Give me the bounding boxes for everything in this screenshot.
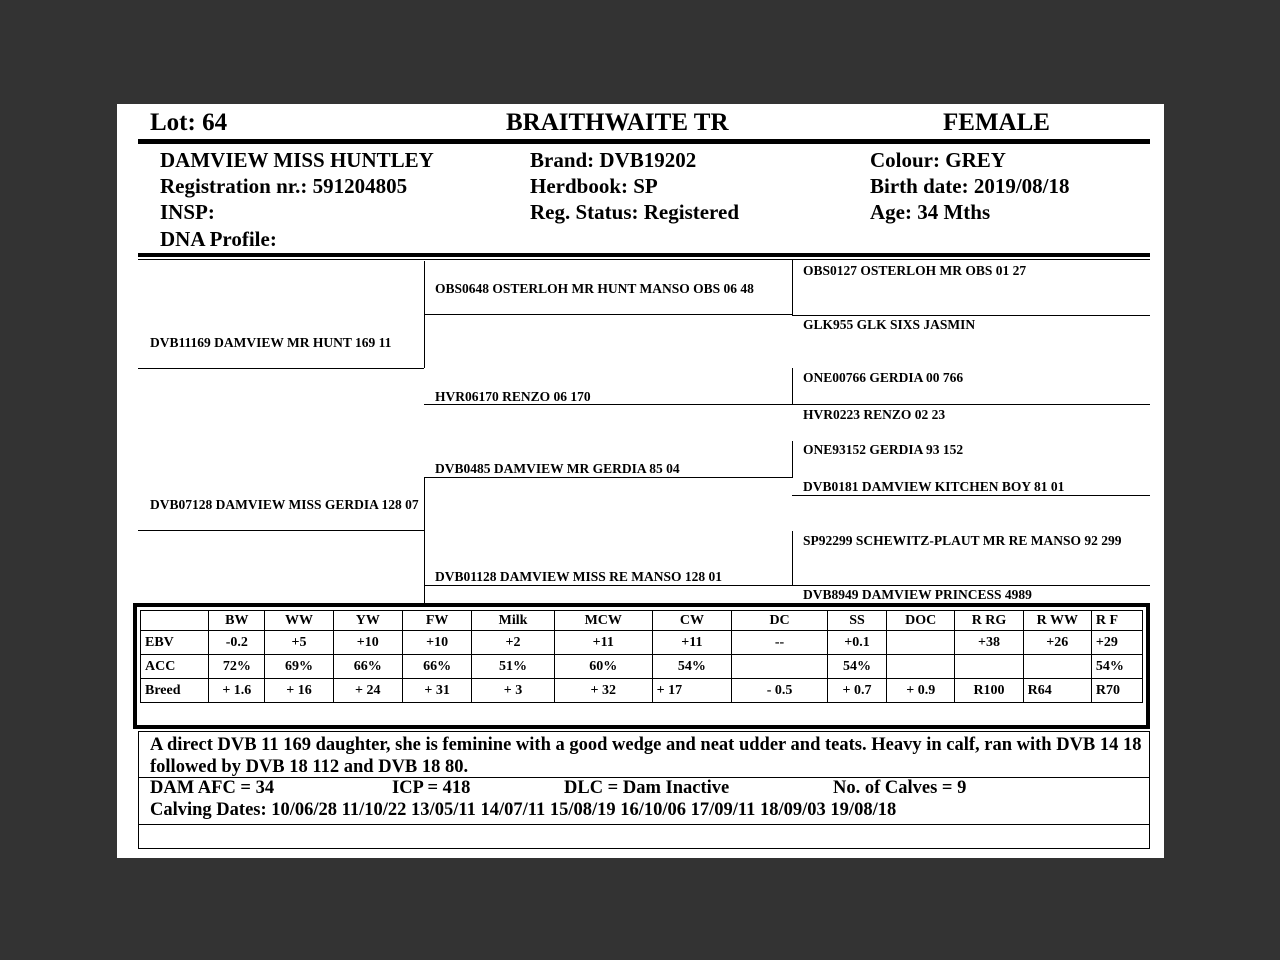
seller-name: BRAITHWAITE TR bbox=[506, 109, 729, 136]
number-of-calves: No. of Calves = 9 bbox=[833, 778, 967, 798]
pedigree-gg-8: DVB8949 DAMVIEW PRINCESS 4989 bbox=[803, 587, 1032, 602]
ebv-table bbox=[140, 610, 1143, 703]
pedigree-gg-1: OBS0127 OSTERLOH MR OBS 01 27 bbox=[803, 263, 1027, 278]
lot-card bbox=[117, 104, 1164, 858]
registration-number: Registration nr.: 591204805 bbox=[160, 174, 408, 198]
info-divider bbox=[138, 253, 1150, 257]
pedigree-sire: DVB11169 DAMVIEW MR HUNT 169 11 bbox=[150, 335, 392, 350]
age: Age: 34 Mths bbox=[870, 200, 991, 224]
ebv-row: EBV -0.2 +5 +10 +10 +2 +11 +11 -- +0.1 +38 +26 +29 bbox=[141, 631, 1143, 655]
dlc: DLC = Dam Inactive bbox=[564, 778, 730, 798]
pedigree-gg-4: HVR0223 RENZO 02 23 bbox=[803, 407, 946, 422]
reg-status: Reg. Status: Registered bbox=[530, 200, 739, 224]
calving-dates: Calving Dates: 10/06/28 11/10/22 13/05/11 14/07/11 15/08/19 16/10/06 17/09/11 18/09/03 19/08/18 bbox=[150, 800, 897, 820]
pedigree-gg-6: DVB0181 DAMVIEW KITCHEN BOY 81 01 bbox=[803, 479, 1065, 494]
colour: Colour: GREY bbox=[870, 148, 1006, 172]
insp-label: INSP: bbox=[160, 200, 215, 224]
animal-name: DAMVIEW MISS HUNTLEY bbox=[160, 148, 434, 172]
pedigree-dam-sire: DVB0485 DAMVIEW MR GERDIA 85 04 bbox=[435, 461, 680, 476]
pedigree-dam-dam: DVB01128 DAMVIEW MISS RE MANSO 128 01 bbox=[435, 569, 723, 584]
brand: Brand: DVB19202 bbox=[530, 148, 697, 172]
pedigree-gg-7: SP92299 SCHEWITZ-PLAUT MR RE MANSO 92 299 bbox=[803, 533, 1122, 548]
dna-profile-label: DNA Profile: bbox=[160, 227, 277, 251]
pedigree-sire-sire: OBS0648 OSTERLOH MR HUNT MANSO OBS 06 48 bbox=[435, 281, 754, 296]
ebv-table-frame bbox=[133, 603, 1150, 729]
comments-box bbox=[138, 731, 1150, 849]
pedigree-gg-2: GLK955 GLK SIXS JASMIN bbox=[803, 317, 976, 332]
breed-row: Breed + 1.6 + 16 + 24 + 31 + 3 + 32 + 17 - 0.5 + 0.7 + 0.9 R100 R64 R70 bbox=[141, 679, 1143, 703]
header-divider bbox=[138, 139, 1150, 144]
ebv-header-row: BW WW YW FW Milk MCW CW DC SS DOC R RG R WW R F bbox=[141, 611, 1143, 631]
comment-text: A direct DVB 11 169 daughter, she is feminine with a good wedge and neat udder and teats. Heavy in calf, ran with DVB 14 18 followed by DVB 18 112 and DVB 18 80. bbox=[150, 735, 1142, 777]
pedigree-gg-3: ONE00766 GERDIA 00 766 bbox=[803, 370, 964, 385]
acc-row: ACC 72% 69% 66% 66% 51% 60% 54% 54% 54% bbox=[141, 655, 1143, 679]
icp: ICP = 418 bbox=[392, 778, 471, 798]
pedigree-dam: DVB07128 DAMVIEW MISS GERDIA 128 07 bbox=[150, 497, 419, 512]
birth-date: Birth date: 2019/08/18 bbox=[870, 174, 1070, 198]
herdbook: Herdbook: SP bbox=[530, 174, 658, 198]
animal-sex: FEMALE bbox=[943, 109, 1050, 136]
pedigree-gg-5: ONE93152 GERDIA 93 152 bbox=[803, 442, 964, 457]
pedigree-sire-dam: HVR06170 RENZO 06 170 bbox=[435, 389, 591, 404]
lot-number: Lot: 64 bbox=[150, 109, 228, 136]
dam-afc: DAM AFC = 34 bbox=[150, 778, 275, 798]
